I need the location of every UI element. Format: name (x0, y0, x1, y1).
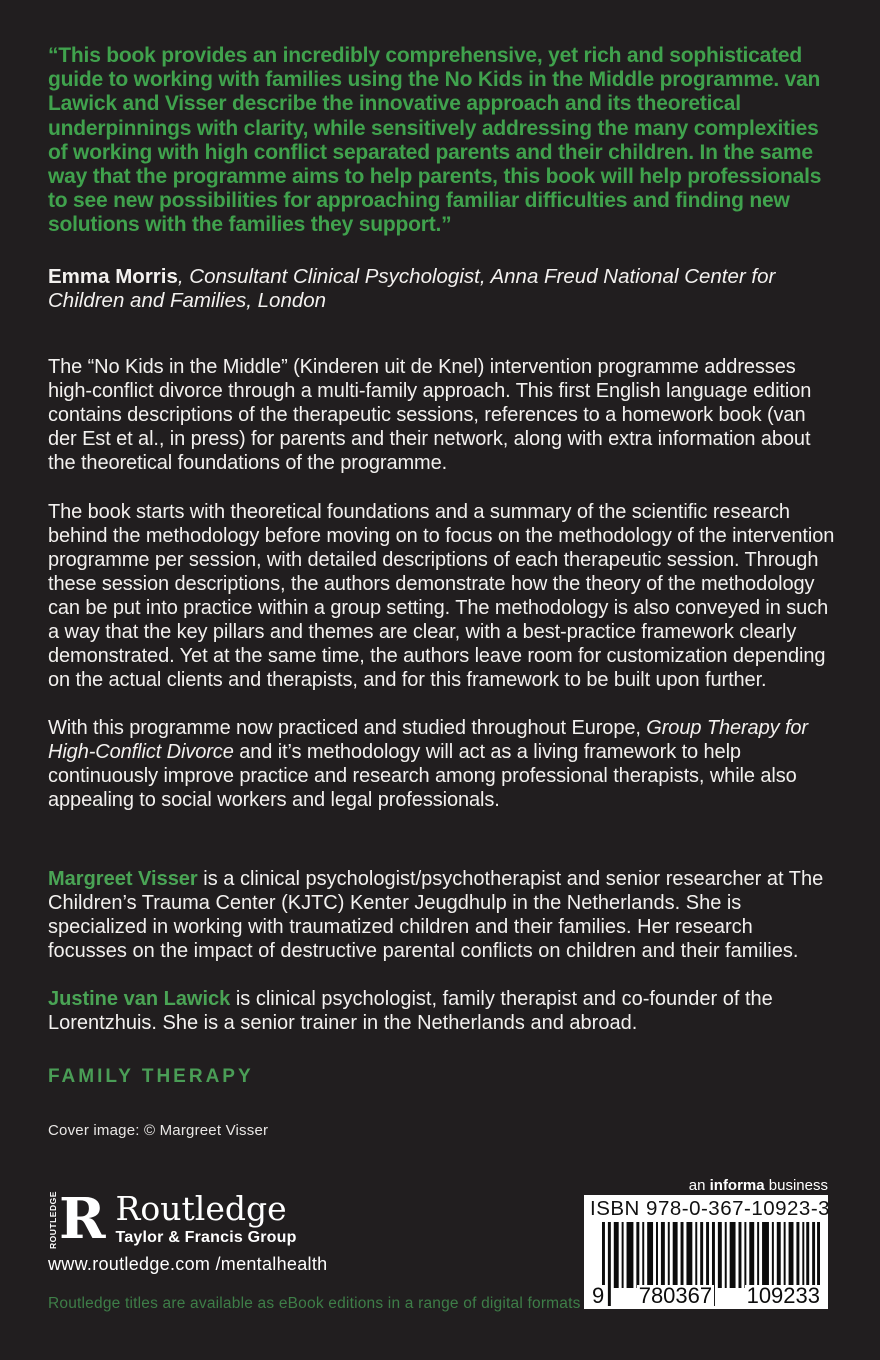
cover-image-credit: Cover image: © Margreet Visser (48, 1122, 269, 1139)
description-paragraph-2: The book starts with theoretical foundations and a summary of the scientific research behind the methodology before moving on to focus on the methodology of the intervention programme per session, with detailed descriptions of each therapeutic session. Through these session descriptions, the authors demonstrate how the theory of the methodology can be put into practice within a group setting. The methodology is also conveyed in such a way that the key pillars and themes are clear, with a best-practice framework clearly demonstrated. Yet at the same time, the authors leave room for customization depending on the actual clients and therapists, and for this framework to be built upon further. (48, 501, 835, 691)
publisher-group: Taylor & Francis Group (115, 1229, 297, 1246)
description-paragraph-3 (48, 716, 836, 812)
endorsement-quote: “This book provides an incredibly comprehensive, yet rich and sophisticated guide to working with families using the No Kids in the Middle programme. van Lawick and Visser describe the innovative approach and its theoretical underpinnings with clarity, while sensitively addressing the many complexities of working with high conflict separated parents and their children. In the same way that the programme aims to help parents, this book will help professionals to see new possibilities for approaching familiar difficulties and finding new solutions with the families they support.” (48, 44, 822, 237)
paragraph-3-text-end: and it’s methodology will act as a living framework to help continuously improve practice and research among professional therapists, while also appealing to social workers and legal professionals. (48, 741, 797, 811)
author-bio-margreet-visser (48, 867, 836, 963)
routledge-vertical-text: ROUTLEDGE (48, 1191, 58, 1249)
informa-pre: an (688, 1177, 710, 1194)
author-bio-text: is a clinical psychologist/psychotherapist and senior researcher at The Children’s Trauma Center (KJTC) Kenter Jeugdhulp in the Netherlands. She is specialized in working with traumatized children and their families. Her research focusses on the impact of destructive parental conflicts on children and their families. (48, 868, 824, 962)
isbn-barcode-box (584, 1195, 831, 1309)
informa-post: business (764, 1177, 828, 1194)
isbn-digits (590, 1285, 822, 1307)
author-bio-justine-van-lawick (48, 987, 836, 1035)
informa-bold: informa (709, 1177, 765, 1194)
routledge-r-mark: R (59, 1186, 106, 1252)
routledge-logo-icon (48, 1186, 106, 1252)
author-name: Justine van Lawick (48, 988, 231, 1010)
endorser-details: , Consultant Clinical Psychologist, Anna Freud National Center for Children and Families, London (48, 265, 776, 312)
paragraph-3-text: With this programme now practiced and studied throughout Europe, (48, 717, 647, 739)
publisher-logo (48, 1186, 297, 1252)
publisher-website: www.routledge.com /mentalhealth (48, 1254, 328, 1274)
description-paragraph-1: The “No Kids in the Middle” (Kinderen uit de Knel) intervention programme addresses high-conflict divorce through a multi-family approach. This first English language edition contains descriptions of the therapeutic sessions, references to a homework book (van der Est et al., in press) for parents and their network, along with extra information about the theoretical foundations of the programme. (48, 356, 812, 474)
ebook-availability-note: Routledge titles are available as eBook editions in a range of digital formats (48, 1295, 581, 1312)
category-label: FAMILY THERAPY (48, 1066, 254, 1087)
author-bio-text: is clinical psychologist, family therapist and co-founder of the Lorentzhuis. She is a senior trainer in the Netherlands and abroad. (48, 988, 773, 1034)
barcode (590, 1222, 822, 1306)
isbn-digit-group-2: 780367 (638, 1283, 713, 1308)
isbn-digit-group-1: 9 (592, 1283, 605, 1308)
isbn-label: ISBN 978-0-367-10923-3 (590, 1197, 831, 1220)
isbn-digit-group-3: 109233 (746, 1283, 820, 1308)
publisher-wordmark (116, 1190, 297, 1250)
publisher-name: Routledge (115, 1189, 287, 1228)
author-name: Margreet Visser (48, 868, 198, 890)
book-title-italic: Group Therapy for High-Conflict Divorce (48, 717, 808, 763)
endorser-name: Emma Morris (48, 265, 178, 288)
informa-business-line (584, 1177, 828, 1194)
endorsement-attribution (48, 265, 838, 313)
